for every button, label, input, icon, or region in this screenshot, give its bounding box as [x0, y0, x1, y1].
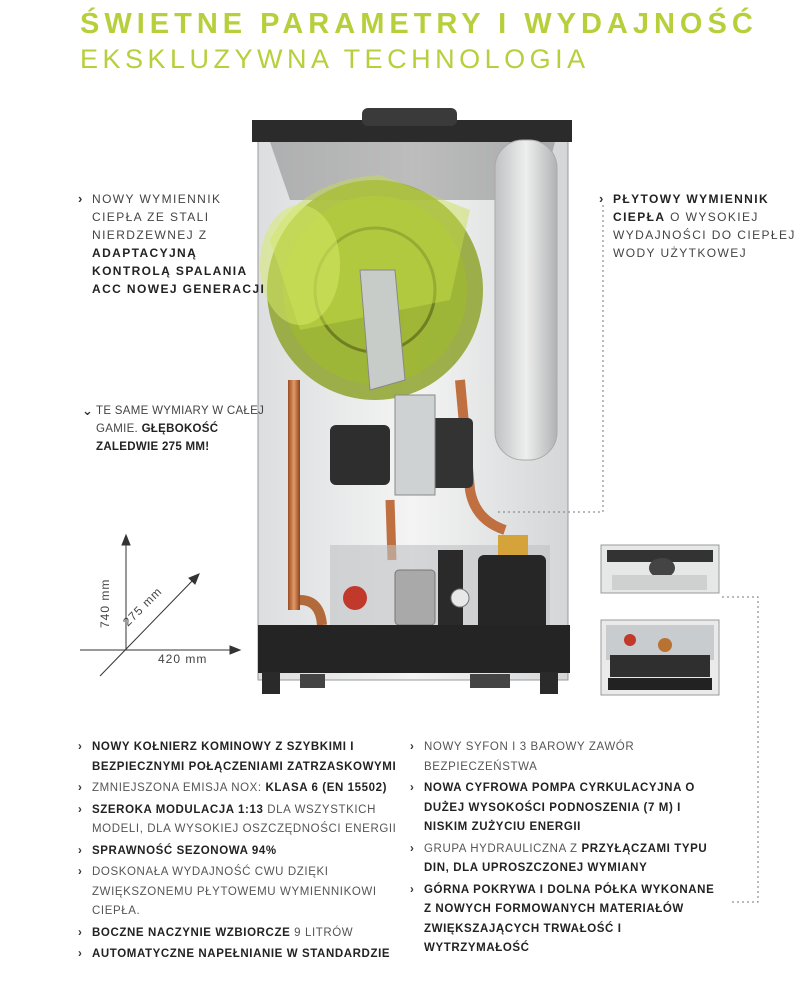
leader-line-bottom	[722, 597, 758, 902]
callout-dimensions: ⌄ TE SAME WYMIARY W CAŁEJ GAMIE. GŁĘBOKOŚĆ ZALEDWIE 275 MM!	[82, 403, 265, 453]
chevron-right-icon: ›	[410, 842, 415, 855]
callout-heat-exchanger: › NOWY WYMIENNIK CIEPŁA ZE STALI NIERDZEWNEJ Z ADAPTACYJNĄ KONTROLĄ SPALANIA ACC NOWEJ GENERACJI	[78, 191, 266, 296]
list-item: › DOSKONAŁA WYDAJNOŚĆ CWU DZIĘKI ZWIĘKSZONEMU PŁYTOWEMU WYMIENNIKOWI CIEPŁA.	[78, 863, 398, 922]
inset-bottom-view	[601, 620, 719, 695]
list-item: › NOWA CYFROWA POMPA CYRKULACYJNA O DUŻEJ WYSOKOŚCI PODNOSZENIA (7 M) I NISKIM ZUŻYCIU ENERGII	[410, 779, 720, 838]
dimension-depth: 275 mm	[120, 584, 165, 629]
chevron-right-icon: ›	[78, 782, 83, 794]
chevron-right-icon: ›	[599, 191, 605, 206]
chevron-right-icon: ›	[78, 926, 83, 939]
page-title: ŚWIETNE PARAMETRY I WYDAJNOŚĆ	[80, 8, 758, 40]
chevron-right-icon: ›	[78, 803, 83, 816]
chevron-right-icon: ›	[410, 782, 415, 794]
expansion-vessel	[495, 140, 557, 460]
callout-plate-exchanger: › PŁYTOWY WYMIENNIK CIEPŁA O WYSOKIEJ WYDAJNOŚCI DO CIEPŁEJ WODY UŻYTKOWEJ	[599, 191, 796, 260]
chevron-right-icon: ›	[78, 191, 84, 206]
dimension-height: 740 mm	[98, 578, 112, 628]
chevron-right-icon: ›	[78, 741, 83, 753]
list-item: › NOWY KOŁNIERZ KOMINOWY Z SZYBKIMI I BEZPIECZNYMI POŁĄCZENIAMI ZATRZASKOWYMI	[78, 738, 398, 777]
page-subtitle: EKSKLUZYWNA TECHNOLOGIA	[80, 44, 590, 74]
chevron-right-icon: ›	[410, 741, 415, 753]
inset-top-view	[601, 545, 719, 593]
features-right-list	[410, 738, 720, 961]
features-left-list	[78, 738, 398, 967]
list-item: › GÓRNA POKRYWA I DOLNA PÓŁKA WYKONANE Z NOWYCH FORMOWANYCH MATERIAŁÓW ZWIĘKSZAJĄCYCH TRWAŁOŚĆ I WYTRZYMAŁOŚĆ	[410, 881, 720, 959]
list-item: › BOCZNE NACZYNIE WZBIORCZE 9 LITRÓW	[78, 924, 398, 944]
list-item: › SZEROKA MODULACJA 1:13 DLA WSZYSTKICH MODELI, DLA WYSOKIEJ OSZCZĘDNOŚCI ENERGII	[78, 801, 398, 840]
chevron-right-icon: ›	[78, 844, 83, 857]
list-item: › NOWY SYFON I 3 BAROWY ZAWÓR BEZPIECZEŃSTWA	[410, 738, 720, 777]
copper-pipe-left	[288, 380, 300, 610]
list-item: › AUTOMATYCZNE NAPEŁNIANIE W STANDARDZIE	[78, 945, 398, 965]
list-item: › ZMNIEJSZONA EMISJA NOX: KLASA 6 (EN 15502)	[78, 779, 398, 799]
list-item: › SPRAWNOŚĆ SEZONOWA 94%	[78, 842, 398, 862]
bottom-shelf	[258, 625, 570, 673]
pump	[478, 555, 546, 635]
chevron-right-icon: ›	[78, 866, 83, 878]
list-item: › GRUPA HYDRAULICZNA Z PRZYŁĄCZAMI TYPU DIN, DLA UPROSZCZONEJ WYMIANY	[410, 840, 720, 879]
chevron-down-icon: ⌄	[82, 403, 94, 418]
dimension-width: 420 mm	[158, 652, 208, 666]
chevron-right-icon: ›	[410, 883, 415, 896]
chevron-right-icon: ›	[78, 948, 83, 960]
fan-unit	[330, 425, 390, 485]
